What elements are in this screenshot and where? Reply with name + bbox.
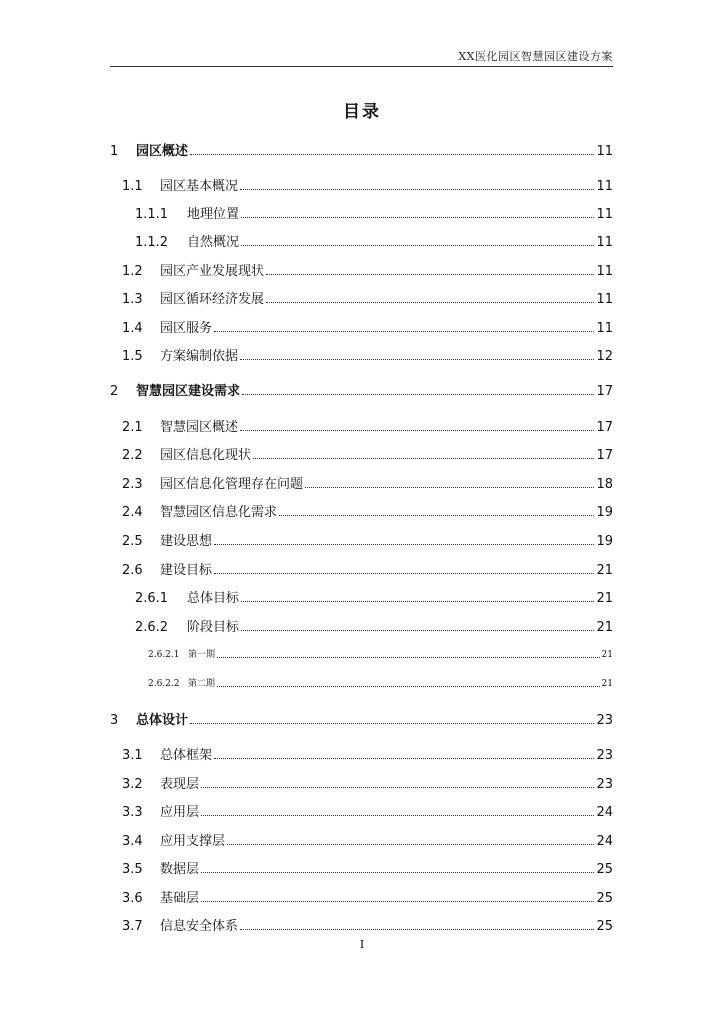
toc-entry-number: 2.1 <box>122 420 143 435</box>
toc-entry-number: 1.3 <box>122 292 143 307</box>
toc-leader-dots <box>253 457 594 459</box>
toc-entry-number: 2 <box>110 384 119 399</box>
toc-entry-page: 21 <box>596 620 613 635</box>
toc-entry[interactable] <box>135 587 613 606</box>
toc-entry[interactable] <box>122 416 613 435</box>
toc-entry-page: 17 <box>596 384 613 399</box>
toc-entry-page: 11 <box>596 179 613 194</box>
toc-entry-number: 2.2 <box>122 448 143 463</box>
toc-entry-text: 智慧园区概述 <box>160 420 239 435</box>
toc-entry-number: 2.6.2.1 <box>148 650 180 660</box>
toc-entry-page: 25 <box>596 919 613 934</box>
toc-leader-dots <box>240 188 594 190</box>
toc-entry-number: 1.1.2 <box>135 235 169 250</box>
toc-leader-dots <box>240 429 594 431</box>
toc-entry-number: 3.3 <box>122 805 143 820</box>
toc-entry-page: 21 <box>596 563 613 578</box>
toc-entry-page: 12 <box>596 349 613 364</box>
toc-leader-dots <box>214 543 594 545</box>
toc-entry-number: 2.6.1 <box>135 591 169 606</box>
toc-entry-text: 园区概述 <box>136 144 189 159</box>
toc-leader-dots <box>227 843 594 845</box>
toc-entry-text: 自然概况 <box>187 235 240 250</box>
toc-leader-dots <box>241 600 594 602</box>
toc-entry[interactable] <box>122 773 613 792</box>
toc-entry-page: 11 <box>596 144 613 159</box>
toc-entry[interactable] <box>122 444 613 463</box>
toc-leader-dots <box>240 358 594 360</box>
toc-entry[interactable] <box>135 231 613 250</box>
toc-leader-dots <box>279 514 594 516</box>
toc-leader-dots <box>190 722 594 724</box>
toc-entry-number: 1.4 <box>122 321 143 336</box>
toc-leader-dots <box>214 330 594 332</box>
toc-entry-page: 21 <box>596 591 613 606</box>
toc-entry-text: 建设思想 <box>160 534 213 549</box>
toc-entry-number: 3.5 <box>122 862 143 877</box>
toc-entry-text: 数据层 <box>160 862 200 877</box>
toc-entry-text: 建设目标 <box>160 563 213 578</box>
toc-leader-dots <box>242 393 594 395</box>
toc-leader-dots <box>266 273 594 275</box>
toc-entry[interactable] <box>122 288 613 307</box>
toc-entry-text: 应用支撑层 <box>160 834 226 849</box>
toc-entry-page: 18 <box>596 477 613 492</box>
toc-entry-page: 24 <box>596 834 613 849</box>
toc-leader-dots <box>266 301 594 303</box>
toc-entry-page: 23 <box>596 777 613 792</box>
toc-entry-number: 1.1.1 <box>135 207 169 222</box>
toc-entry-number: 2.4 <box>122 505 143 520</box>
toc-entry-text: 总体目标 <box>187 591 240 606</box>
toc-leader-dots <box>201 786 594 788</box>
toc-leader-dots <box>241 216 594 218</box>
toc-entry-text: 总体设计 <box>136 713 189 728</box>
toc-entry-number: 2.6 <box>122 563 143 578</box>
toc-entry-page: 11 <box>596 292 613 307</box>
toc-entry-page: 11 <box>596 235 613 250</box>
toc-entry-text: 园区循环经济发展 <box>160 292 265 307</box>
page-number: I <box>359 938 365 951</box>
toc-entry-text: 园区信息化现状 <box>160 448 252 463</box>
toc-entry-text: 园区基本概况 <box>160 179 239 194</box>
toc-entry-text: 园区服务 <box>160 321 213 336</box>
toc-entry[interactable] <box>122 559 613 578</box>
toc-entry-text: 园区产业发展现状 <box>160 264 265 279</box>
toc-entry-page: 23 <box>596 713 613 728</box>
toc-entry-text: 阶段目标 <box>187 620 240 635</box>
toc-entry-text: 第二期 <box>188 679 216 689</box>
toc-leader-dots <box>217 656 600 658</box>
toc-entry-number: 1.1 <box>122 179 143 194</box>
toc-entry-number: 1.2 <box>122 264 143 279</box>
toc-entry[interactable] <box>148 676 613 689</box>
toc-entry-text: 第一期 <box>188 650 216 660</box>
toc-entry[interactable] <box>110 709 613 728</box>
toc-entry-number: 3 <box>110 713 119 728</box>
toc-leader-dots <box>214 572 594 574</box>
toc-entry-page: 19 <box>596 505 613 520</box>
toc-entry[interactable] <box>148 647 613 660</box>
toc-entry-number: 3.6 <box>122 891 143 906</box>
toc-leader-dots <box>241 244 594 246</box>
toc-entry-page: 17 <box>596 448 613 463</box>
toc-entry[interactable] <box>110 140 613 159</box>
toc-entry-number: 3.7 <box>122 919 143 934</box>
toc-entry-text: 总体框架 <box>160 748 213 763</box>
toc-leader-dots <box>217 685 600 687</box>
toc-leader-dots <box>305 486 594 488</box>
toc-entry-number: 1.5 <box>122 349 143 364</box>
toc-entry-number: 2.6.2.2 <box>148 679 180 689</box>
toc-entry-number: 3.2 <box>122 777 143 792</box>
toc-entry-page: 23 <box>596 748 613 763</box>
toc-entry[interactable] <box>122 530 613 549</box>
toc-leader-dots <box>201 871 594 873</box>
toc-entry-text: 应用层 <box>160 805 200 820</box>
toc-entry-number: 2.5 <box>122 534 143 549</box>
toc-entry-text: 智慧园区建设需求 <box>136 384 241 399</box>
toc-entry-number: 1 <box>110 144 119 159</box>
toc-entry[interactable] <box>135 203 613 222</box>
toc-entry-page: 11 <box>596 264 613 279</box>
toc-entry-page: 11 <box>596 207 613 222</box>
toc-entry-page: 24 <box>596 805 613 820</box>
toc-entry[interactable] <box>122 830 613 849</box>
toc-entry-page: 21 <box>601 679 613 689</box>
toc-entry-page: 17 <box>596 420 613 435</box>
toc-entry[interactable] <box>122 858 613 877</box>
toc-entry-page: 25 <box>596 891 613 906</box>
toc-entry[interactable] <box>122 501 613 520</box>
toc-entry-text: 表现层 <box>160 777 200 792</box>
toc-leader-dots <box>214 757 594 759</box>
toc-entry-page: 25 <box>596 862 613 877</box>
toc-entry[interactable] <box>122 345 613 364</box>
toc-leader-dots <box>240 928 594 930</box>
toc-entry[interactable] <box>122 887 613 906</box>
toc-entry-page: 19 <box>596 534 613 549</box>
toc-entry-number: 3.1 <box>122 748 143 763</box>
toc-leader-dots <box>201 814 594 816</box>
toc-entry[interactable] <box>122 317 613 336</box>
toc-entry-number: 3.4 <box>122 834 143 849</box>
running-header: XX医化园区智慧园区建设方案 <box>458 50 613 63</box>
toc-entry[interactable] <box>122 260 613 279</box>
toc-entry-text: 地理位置 <box>187 207 240 222</box>
toc-entry-page: 11 <box>596 321 613 336</box>
toc-entry-text: 方案编制依据 <box>160 349 239 364</box>
toc-leader-dots <box>201 900 594 902</box>
toc-leader-dots <box>241 629 594 631</box>
toc-title: 目录 <box>343 102 381 122</box>
toc-entry[interactable] <box>122 175 613 194</box>
toc-entry-number: 2.6.2 <box>135 620 169 635</box>
toc-entry[interactable] <box>135 616 613 635</box>
toc-leader-dots <box>190 153 594 155</box>
toc-entry[interactable] <box>122 801 613 820</box>
toc-entry[interactable] <box>122 473 613 492</box>
toc-entry-text: 信息安全体系 <box>160 919 239 934</box>
toc-entry[interactable] <box>122 915 613 934</box>
toc-entry[interactable] <box>110 380 613 399</box>
toc-entry-page: 21 <box>601 650 613 660</box>
toc-entry-text: 智慧园区信息化需求 <box>160 505 278 520</box>
toc-entry-text: 园区信息化管理存在问题 <box>160 477 304 492</box>
toc-entry-number: 2.3 <box>122 477 143 492</box>
toc-entry-text: 基础层 <box>160 891 200 906</box>
toc-entry[interactable] <box>122 744 613 763</box>
